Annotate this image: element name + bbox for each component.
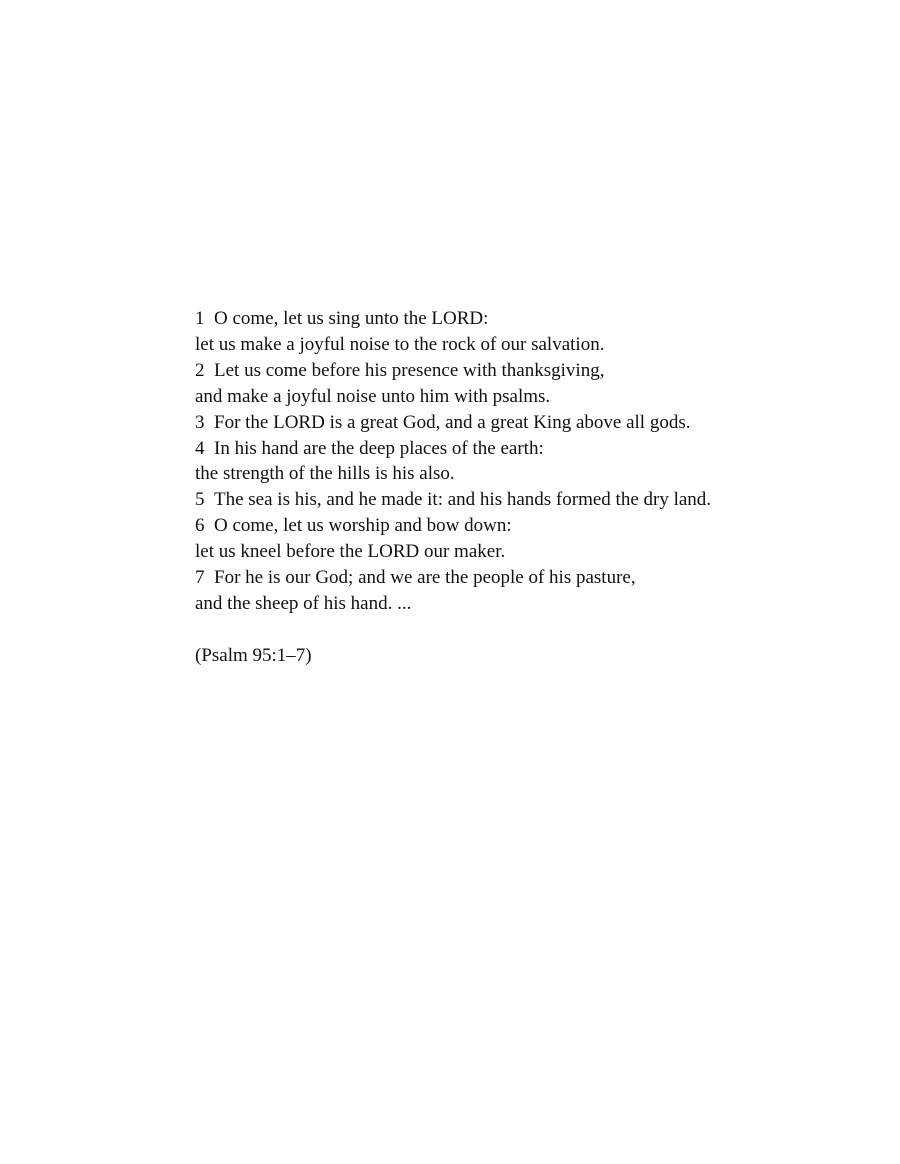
verse-text: let us kneel before the LORD our maker.: [195, 541, 506, 563]
verse-text: the strength of the hills is his also.: [195, 463, 455, 485]
verse-line: [195, 332, 875, 358]
verse-line: [195, 410, 875, 436]
verse-line: [195, 487, 875, 513]
verse-line: [195, 306, 875, 332]
verse-number: 2: [195, 359, 205, 381]
verse-text: Let us come before his presence with thanksgiving,: [214, 359, 605, 381]
verse-line: [195, 358, 875, 384]
verse-text: For the LORD is a great God, and a great King above all gods.: [214, 411, 691, 433]
verse-text: The sea is his, and he made it: and his hands formed the dry land.: [214, 489, 712, 511]
verse-line: [195, 461, 875, 487]
verse-line: [195, 539, 875, 565]
citation: (Psalm 95:1–7): [195, 644, 312, 666]
verse-line: [195, 513, 875, 539]
verse-number: 4: [195, 437, 205, 459]
verse-line: [195, 384, 875, 410]
verse-line: [195, 565, 875, 591]
verse-text: O come, let us sing unto the LORD:: [214, 308, 489, 329]
verse-text: let us make a joyful noise to the rock of our salvation.: [195, 333, 605, 355]
verse-number: 1: [195, 308, 205, 329]
verse-text: and make a joyful noise unto him with psalms.: [195, 385, 551, 407]
psalm-text: [195, 306, 875, 669]
verse-number: 7: [195, 567, 205, 589]
verse-text: and the sheep of his hand. ...: [195, 592, 412, 614]
verse-number: 3: [195, 411, 205, 433]
verse-text: O come, let us worship and bow down:: [214, 515, 512, 537]
verse-number: 6: [195, 515, 205, 537]
verse-text: In his hand are the deep places of the earth:: [214, 437, 544, 459]
verse-line: [195, 591, 875, 617]
verse-text: For he is our God; and we are the people of his pasture,: [214, 567, 636, 589]
verse-number: 5: [195, 489, 205, 511]
verse-line: [195, 436, 875, 462]
